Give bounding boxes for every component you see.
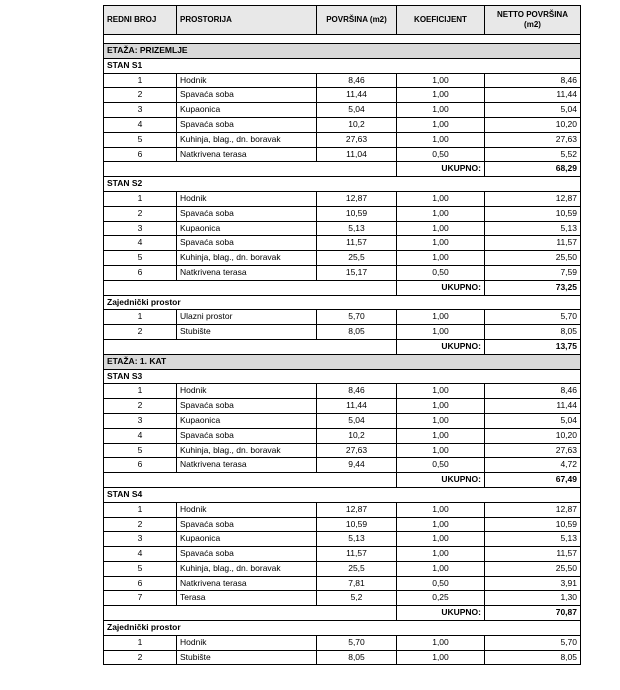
table-row xyxy=(104,132,581,147)
room-name: Hodnik xyxy=(177,73,317,88)
room-name: Spavaća soba xyxy=(177,399,317,414)
unit-heading-row xyxy=(104,487,581,502)
room-area: 27,63 xyxy=(317,132,397,147)
room-area: 7,81 xyxy=(317,576,397,591)
room-coefficient: 1,00 xyxy=(397,413,485,428)
total-row xyxy=(104,280,581,295)
table-row xyxy=(104,88,581,103)
room-area: 25,5 xyxy=(317,561,397,576)
unit-heading: STAN S2 xyxy=(104,177,581,192)
room-name: Spavaća soba xyxy=(177,206,317,221)
room-area: 12,87 xyxy=(317,502,397,517)
room-coefficient: 1,00 xyxy=(397,310,485,325)
total-value: 73,25 xyxy=(485,280,581,295)
room-coefficient: 1,00 xyxy=(397,428,485,443)
room-coefficient: 1,00 xyxy=(397,635,485,650)
room-net-area: 12,87 xyxy=(485,502,581,517)
room-net-area: 10,20 xyxy=(485,117,581,132)
row-number: 3 xyxy=(104,221,177,236)
row-number: 4 xyxy=(104,117,177,132)
room-coefficient: 1,00 xyxy=(397,547,485,562)
table-row xyxy=(104,147,581,162)
room-name: Kupaonica xyxy=(177,221,317,236)
room-area: 5,70 xyxy=(317,635,397,650)
room-name: Kupaonica xyxy=(177,413,317,428)
unit-heading-row xyxy=(104,621,581,636)
room-name: Kuhinja, blag., dn. boravak xyxy=(177,443,317,458)
total-value: 67,49 xyxy=(485,473,581,488)
total-value: 13,75 xyxy=(485,339,581,354)
unit-heading-row xyxy=(104,177,581,192)
row-number: 5 xyxy=(104,251,177,266)
room-net-area: 25,50 xyxy=(485,561,581,576)
room-net-area: 27,63 xyxy=(485,443,581,458)
row-number: 1 xyxy=(104,502,177,517)
room-name: Terasa xyxy=(177,591,317,606)
room-coefficient: 1,00 xyxy=(397,532,485,547)
table-row xyxy=(104,547,581,562)
total-spacer xyxy=(104,473,397,488)
unit-heading: STAN S1 xyxy=(104,58,581,73)
area-table xyxy=(103,5,581,665)
row-number: 2 xyxy=(104,206,177,221)
row-number: 6 xyxy=(104,576,177,591)
row-number: 5 xyxy=(104,443,177,458)
room-area: 25,5 xyxy=(317,251,397,266)
row-number: 6 xyxy=(104,458,177,473)
table-row xyxy=(104,236,581,251)
table-row xyxy=(104,517,581,532)
room-name: Kupaonica xyxy=(177,532,317,547)
room-name: Kuhinja, blag., dn. boravak xyxy=(177,132,317,147)
room-name: Natkrivena terasa xyxy=(177,576,317,591)
header-row xyxy=(104,6,581,35)
room-coefficient: 1,00 xyxy=(397,650,485,665)
table-row xyxy=(104,561,581,576)
room-name: Spavaća soba xyxy=(177,517,317,532)
room-coefficient: 0,50 xyxy=(397,265,485,280)
room-coefficient: 1,00 xyxy=(397,206,485,221)
room-net-area: 3,91 xyxy=(485,576,581,591)
room-area: 5,13 xyxy=(317,532,397,547)
unit-heading: Zajednički prostor xyxy=(104,295,581,310)
table-row xyxy=(104,650,581,665)
room-net-area: 8,46 xyxy=(485,73,581,88)
room-name: Kupaonica xyxy=(177,103,317,118)
room-coefficient: 1,00 xyxy=(397,399,485,414)
room-net-area: 7,59 xyxy=(485,265,581,280)
room-coefficient: 0,50 xyxy=(397,576,485,591)
total-row xyxy=(104,339,581,354)
table-row xyxy=(104,310,581,325)
unit-heading-row xyxy=(104,58,581,73)
room-net-area: 8,05 xyxy=(485,325,581,340)
total-label: UKUPNO: xyxy=(397,280,485,295)
table-row xyxy=(104,251,581,266)
room-coefficient: 0,50 xyxy=(397,147,485,162)
room-name: Hodnik xyxy=(177,635,317,650)
header-koeficijent: KOEFICIJENT xyxy=(397,6,485,35)
room-net-area: 5,04 xyxy=(485,103,581,118)
table-row xyxy=(104,206,581,221)
row-number: 3 xyxy=(104,413,177,428)
room-net-area: 5,13 xyxy=(485,532,581,547)
table-body xyxy=(104,35,581,665)
total-row xyxy=(104,162,581,177)
header-netto-povrsina: NETTO POVRŠINA (m2) xyxy=(485,6,581,35)
row-number: 3 xyxy=(104,532,177,547)
row-number: 6 xyxy=(104,265,177,280)
total-spacer xyxy=(104,339,397,354)
room-name: Spavaća soba xyxy=(177,117,317,132)
row-number: 1 xyxy=(104,384,177,399)
room-area: 11,04 xyxy=(317,147,397,162)
room-area: 8,05 xyxy=(317,325,397,340)
room-coefficient: 1,00 xyxy=(397,236,485,251)
room-name: Spavaća soba xyxy=(177,428,317,443)
room-name: Hodnik xyxy=(177,502,317,517)
table-row xyxy=(104,443,581,458)
unit-heading: STAN S4 xyxy=(104,487,581,502)
room-coefficient: 1,00 xyxy=(397,561,485,576)
room-net-area: 5,70 xyxy=(485,635,581,650)
row-number: 5 xyxy=(104,561,177,576)
room-coefficient: 1,00 xyxy=(397,251,485,266)
unit-heading: Zajednički prostor xyxy=(104,621,581,636)
spacer-row xyxy=(104,35,581,44)
room-coefficient: 1,00 xyxy=(397,502,485,517)
room-coefficient: 1,00 xyxy=(397,191,485,206)
floor-heading-row xyxy=(104,354,581,369)
room-area: 5,70 xyxy=(317,310,397,325)
row-number: 4 xyxy=(104,547,177,562)
room-name: Spavaća soba xyxy=(177,236,317,251)
room-net-area: 8,05 xyxy=(485,650,581,665)
total-row xyxy=(104,606,581,621)
row-number: 2 xyxy=(104,650,177,665)
room-area: 27,63 xyxy=(317,443,397,458)
total-row xyxy=(104,473,581,488)
room-area: 8,05 xyxy=(317,650,397,665)
room-area: 5,04 xyxy=(317,103,397,118)
room-name: Kuhinja, blag., dn. boravak xyxy=(177,561,317,576)
row-number: 7 xyxy=(104,591,177,606)
room-area: 11,44 xyxy=(317,399,397,414)
room-net-area: 5,70 xyxy=(485,310,581,325)
row-number: 2 xyxy=(104,88,177,103)
room-net-area: 11,57 xyxy=(485,236,581,251)
table-row xyxy=(104,265,581,280)
row-number: 6 xyxy=(104,147,177,162)
room-area: 5,2 xyxy=(317,591,397,606)
total-label: UKUPNO: xyxy=(397,606,485,621)
floor-heading-row xyxy=(104,44,581,59)
table-row xyxy=(104,384,581,399)
room-name: Spavaća soba xyxy=(177,547,317,562)
row-number: 2 xyxy=(104,399,177,414)
room-area: 11,44 xyxy=(317,88,397,103)
room-area: 10,59 xyxy=(317,517,397,532)
row-number: 4 xyxy=(104,236,177,251)
row-number: 4 xyxy=(104,428,177,443)
room-name: Natkrivena terasa xyxy=(177,265,317,280)
room-net-area: 11,44 xyxy=(485,88,581,103)
room-coefficient: 1,00 xyxy=(397,132,485,147)
table-row xyxy=(104,73,581,88)
table-row xyxy=(104,117,581,132)
row-number: 2 xyxy=(104,517,177,532)
room-area: 9,44 xyxy=(317,458,397,473)
room-area: 8,46 xyxy=(317,384,397,399)
room-coefficient: 0,50 xyxy=(397,458,485,473)
room-coefficient: 0,25 xyxy=(397,591,485,606)
room-net-area: 1,30 xyxy=(485,591,581,606)
row-number: 1 xyxy=(104,73,177,88)
room-coefficient: 1,00 xyxy=(397,517,485,532)
room-coefficient: 1,00 xyxy=(397,443,485,458)
room-coefficient: 1,00 xyxy=(397,103,485,118)
floor-heading: ETAŽA: PRIZEMLJE xyxy=(104,44,581,59)
room-net-area: 5,52 xyxy=(485,147,581,162)
room-net-area: 12,87 xyxy=(485,191,581,206)
table-row xyxy=(104,502,581,517)
room-coefficient: 1,00 xyxy=(397,221,485,236)
room-net-area: 4,72 xyxy=(485,458,581,473)
row-number: 5 xyxy=(104,132,177,147)
row-number: 3 xyxy=(104,103,177,118)
room-net-area: 8,46 xyxy=(485,384,581,399)
unit-heading-row xyxy=(104,369,581,384)
total-spacer xyxy=(104,606,397,621)
header-redni-broj: REDNI BROJ xyxy=(104,6,177,35)
table-row xyxy=(104,325,581,340)
table-row xyxy=(104,532,581,547)
room-name: Natkrivena terasa xyxy=(177,458,317,473)
room-area: 11,57 xyxy=(317,236,397,251)
row-number: 1 xyxy=(104,310,177,325)
room-net-area: 27,63 xyxy=(485,132,581,147)
room-coefficient: 1,00 xyxy=(397,384,485,399)
room-area: 15,17 xyxy=(317,265,397,280)
table-row xyxy=(104,591,581,606)
room-coefficient: 1,00 xyxy=(397,117,485,132)
room-area: 8,46 xyxy=(317,73,397,88)
room-name: Spavaća soba xyxy=(177,88,317,103)
table-row xyxy=(104,399,581,414)
room-coefficient: 1,00 xyxy=(397,325,485,340)
room-net-area: 25,50 xyxy=(485,251,581,266)
room-name: Hodnik xyxy=(177,191,317,206)
table-row xyxy=(104,458,581,473)
total-label: UKUPNO: xyxy=(397,339,485,354)
row-number: 2 xyxy=(104,325,177,340)
table-row xyxy=(104,191,581,206)
room-net-area: 10,59 xyxy=(485,206,581,221)
room-area: 11,57 xyxy=(317,547,397,562)
room-area: 10,59 xyxy=(317,206,397,221)
room-net-area: 5,04 xyxy=(485,413,581,428)
room-area: 12,87 xyxy=(317,191,397,206)
total-spacer xyxy=(104,280,397,295)
room-name: Stubište xyxy=(177,325,317,340)
room-net-area: 11,57 xyxy=(485,547,581,562)
room-area: 5,04 xyxy=(317,413,397,428)
room-net-area: 10,20 xyxy=(485,428,581,443)
row-number: 1 xyxy=(104,191,177,206)
room-name: Ulazni prostor xyxy=(177,310,317,325)
header-povrsina: POVRŠINA (m2) xyxy=(317,6,397,35)
table-row xyxy=(104,103,581,118)
table-row xyxy=(104,576,581,591)
room-net-area: 11,44 xyxy=(485,399,581,414)
room-net-area: 10,59 xyxy=(485,517,581,532)
table-row xyxy=(104,428,581,443)
unit-heading-row xyxy=(104,295,581,310)
table-row xyxy=(104,635,581,650)
room-name: Hodnik xyxy=(177,384,317,399)
row-number: 1 xyxy=(104,635,177,650)
room-name: Natkrivena terasa xyxy=(177,147,317,162)
room-area: 10,2 xyxy=(317,117,397,132)
unit-heading: STAN S3 xyxy=(104,369,581,384)
room-name: Kuhinja, blag., dn. boravak xyxy=(177,251,317,266)
table-row xyxy=(104,221,581,236)
total-value: 70,87 xyxy=(485,606,581,621)
spacer-cell xyxy=(104,35,581,44)
room-name: Stubište xyxy=(177,650,317,665)
floor-heading: ETAŽA: 1. KAT xyxy=(104,354,581,369)
total-value: 68,29 xyxy=(485,162,581,177)
room-area: 10,2 xyxy=(317,428,397,443)
room-coefficient: 1,00 xyxy=(397,73,485,88)
room-net-area: 5,13 xyxy=(485,221,581,236)
total-label: UKUPNO: xyxy=(397,162,485,177)
room-area: 5,13 xyxy=(317,221,397,236)
total-spacer xyxy=(104,162,397,177)
table-row xyxy=(104,413,581,428)
total-label: UKUPNO: xyxy=(397,473,485,488)
header-prostorija: PROSTORIJA xyxy=(177,6,317,35)
room-coefficient: 1,00 xyxy=(397,88,485,103)
